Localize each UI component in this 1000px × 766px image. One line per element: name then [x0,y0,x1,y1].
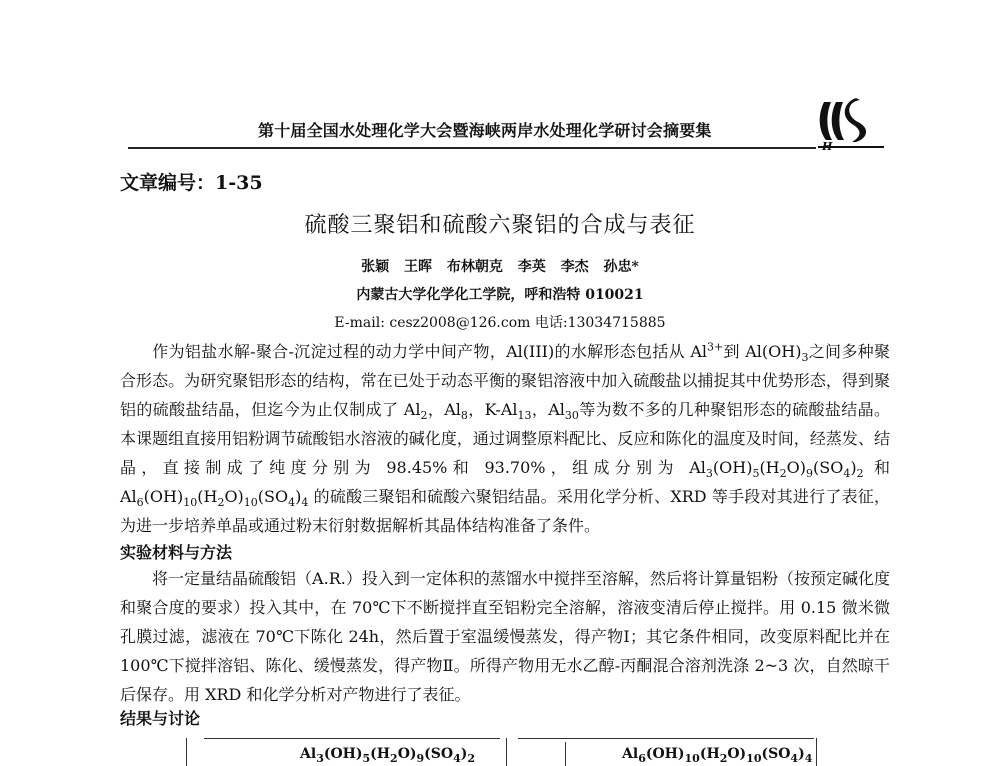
section-heading-methods: 实验材料与方法 [120,543,233,562]
table-border [518,738,814,739]
table-border [816,738,817,766]
conference-header: 第十届全国水处理化学大会暨海峡两岸水处理化学研讨会摘要集 [258,121,712,140]
methods-paragraph: 将一定量结晶硫酸铝（A.R.）投入到一定体积的蒸馏水中搅拌至溶解，然后将计算量铝粉（按预定碱化度和聚合度的要求）投入其中，在 70℃下不断搅拌直至铝粉完全溶解，溶液变清后停止搅拌。用 0.15 微米微孔膜过滤，滤液在 70℃下陈化 24h，然后置于室温缓慢蒸发，得产物Ⅰ；其它条件相同，改变原料配比并在 100℃下搅拌溶铝、陈化、缓慢蒸发，得产物Ⅱ。所得产物用无水乙醇-丙酮混合溶剂洗涤 2~3 次，自然晾干后保存。用 XRD 和化学分析对产物进行了表征。 [120,569,890,704]
abstract-paragraph: 作为铝盐水解-聚合-沉淀过程的动力学中间产物，Al(III)的水解形态包括从 $Al^{3+}$到 $Al(OH)_3$之间多种聚合形态。为研究聚铝形态的结构，常在已处于动态平衡的聚铝溶液中加入硫酸盐以捕捉其中优势形态，得到聚铝的硫酸盐结晶，但迄今为止仅制成了 $Al_2$，$Al_8$，$K-Al_{13}$，$Al_{30}$等为数不多的几种聚铝形态的硫酸盐结晶。本课题组直接用铝粉调节硫酸铝水溶液的碱化度，通过调整原料配比、反应和陈化的温度及时间，经蒸发、结晶，直接制成了纯度分别为 98.45%和 93.70%，组成分别为 $Al_3(OH)_5(H_2O)_9(SO_4)_2$ 和 $Al_6(OH)_{10}(H_2O)_{10}(SO_4)_4$ 的硫酸三聚铝和硫酸六聚铝结晶。采用化学分析、XRD 等手段对其进行了表征，为进一步培养单晶或通过粉末衍射数据解析其晶体结构准备了条件。 [120,340,890,535]
author-list: 张颖 王晖 布林朝克 李英 李杰 孙忠* [361,259,639,275]
table-border [186,738,187,766]
header-rule [128,147,816,149]
affiliation: 内蒙古大学化学化工学院，呼和浩特 010021 [356,287,644,303]
results-table-fragment [180,736,820,766]
table-col1-formula: $Al_3(OH)_5(H_2O)_9(SO_4)_2$ [300,746,476,765]
table-border [506,738,507,766]
table-col2-formula: $Al_6(OH)_{10}(H_2O)_{10}(SO_4)_4$ [622,746,813,765]
table-border [204,738,500,739]
article-title: 硫酸三聚铝和硫酸六聚铝的合成与表征 [304,213,696,238]
table-border [565,742,566,766]
contact-info: E-mail: cesz2008@126.com 电话:13034715885 [334,315,666,331]
logo-text: H [822,140,833,153]
article-number: 文章编号：1-35 [120,172,263,194]
section-heading-results: 结果与讨论 [120,709,201,728]
